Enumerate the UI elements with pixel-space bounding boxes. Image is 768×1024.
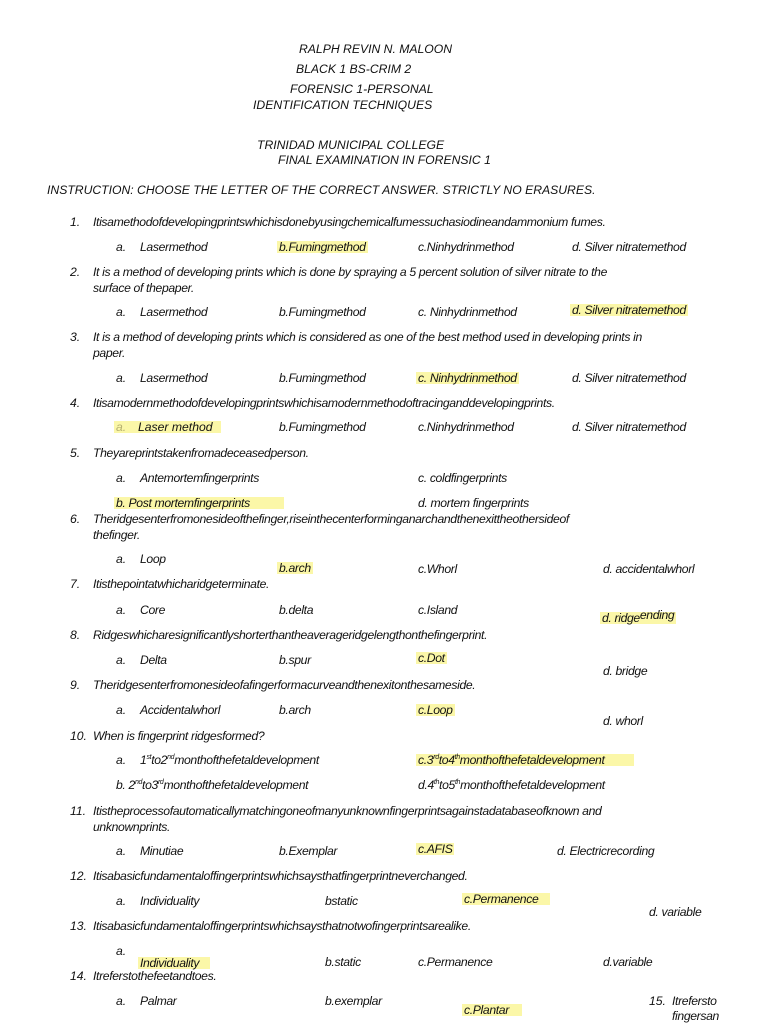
question-number: 4. [70,396,81,410]
ordinal-suffix: rd [433,754,439,761]
choice-c-answer: c. Ninhydrinmethod [418,371,517,385]
ordinal-suffix: th [433,779,440,786]
choice-c-part: c.3 [418,753,434,767]
choice-a: Lasermethod [140,371,208,385]
choice-c: c. coldfingerprints [418,471,507,485]
choice-b: b.arch [279,703,311,717]
choice-letter: a. [116,994,127,1008]
subject-line-1: FORENSIC 1-PERSONAL [290,82,434,96]
choice-b: b.spur [279,653,311,667]
choice-c: c.Whorl [418,562,457,576]
question-text: When is fingerprint ridgesformed? [93,729,265,743]
instruction: INSTRUCTION: CHOOSE THE LETTER OF THE CORRECT ANSWER. STRICTLY NO ERASURES. [47,183,596,197]
question-text: Itisamodernmethodofdevelopingprintswhichisamodernmethodoftracinganddevelopingprints. [93,396,555,410]
choice-letter: a. [116,603,127,617]
choice-a: Delta [140,653,167,667]
choice-c: c.Island [418,603,458,617]
choice-b: b.delta [279,603,314,617]
choice-a-answer: Individuality [138,957,210,969]
choice-d: d. whorl [603,714,643,728]
choice-d-answer: d. Silver nitratemethod [572,303,686,317]
question-text: It is a method of developing prints which is done by spraying a 5 percent solution of silver nitrate to the [93,265,608,279]
ordinal-suffix: th [454,779,461,786]
choice-c-answer: c.Plantar [462,1004,522,1016]
choice-d [418,779,605,791]
choice-letter: a. [116,240,127,254]
choice-a: Antemortemfingerprints [140,471,259,485]
question-text: Itreferstothefeetandtoes. [93,969,217,983]
choice-c-answer: c.AFIS [418,842,453,856]
choice-a: Lasermethod [140,240,208,254]
choice-d-main: d. ridge [602,611,640,625]
choice-c-answer: c.Loop [418,703,453,717]
choice-a: Core [140,603,166,617]
choice-d-raised: ending [639,608,675,622]
question-number: 9. [70,678,81,692]
question-number: 3. [70,330,81,344]
choice-a: Palmar [140,994,177,1008]
question-number: 5. [70,446,81,460]
ordinal-suffix: nd [134,779,143,786]
question-text: Itisthepointatwhicharidgeterminate. [93,577,270,591]
question-number: 6. [70,512,81,526]
choice-letter: a. [116,944,127,958]
choice-d-part: d.4 [418,778,434,792]
question-text: Theridgesenterfromonesideofthefinger,riseinthecenterforminganarchandthenexittheothersideof [93,512,569,526]
ordinal-suffix: rd [157,779,164,786]
choice-d: d. mortem fingerprints [418,496,529,510]
question-text: thefinger. [93,528,140,542]
choice-a-answer [114,421,221,433]
choice-a-part: monthofthefetaldevelopment [174,753,319,767]
question-text: Itisabasicfundamentaloffingerprintswhichsaysthatnotwofingerprintsarealike. [93,919,471,933]
choice-letter: a. [116,552,127,566]
ordinal-suffix: nd [167,754,175,761]
choice-c-answer [416,754,634,766]
choice-d-answer [600,608,676,625]
choice-a: Individuality [140,894,200,908]
choice-b: b.Exemplar [279,844,338,858]
choice-b-answer: b.Fumingmethod [279,240,366,254]
exam-title: FINAL EXAMINATION IN FORENSIC 1 [278,153,491,167]
question-text: paper. [93,346,126,360]
choice-b [116,779,308,791]
choice-c-answer: c.Permanence [462,893,550,905]
question-number: 14. [70,969,87,983]
ordinal-suffix: th [454,754,460,761]
choice-a-part: to2 [151,753,168,767]
choice-b-answer: b.arch [279,561,311,575]
choice-letter: a. [116,420,127,434]
question-number: 10. [70,729,87,743]
question-text: surface of thepaper. [93,281,194,295]
choice-d: d. bridge [603,664,648,678]
choice-c: c.Ninhydrinmethod [418,420,514,434]
choice-d: d. Electricrecording [557,844,655,858]
question-text: Itrefersto [672,994,717,1008]
question-number: 13. [70,919,87,933]
choice-c-part: to4 [438,753,455,767]
choice-c-answer: c.Dot [418,651,445,665]
student-name: RALPH REVIN N. MALOON [299,42,453,56]
ordinal-suffix: st [146,754,152,761]
choice-b: b.exemplar [325,994,382,1008]
choice-b-part: b. 2 [116,778,135,792]
choice-a-part: 1 [140,753,147,767]
choice-c: c. Ninhydrinmethod [418,305,517,319]
choice-letter: a. [116,471,127,485]
choice-d: d. Silver nitratemethod [572,240,686,254]
choice-letter: a. [116,844,127,858]
school-name: TRINIDAD MUNICIPAL COLLEGE [257,138,445,152]
question-number: 7. [70,577,81,591]
choice-letter: a. [116,305,127,319]
choice-letter: a. [116,371,127,385]
choice-d-part: monthofthefetaldevelopment [460,778,605,792]
choice-letter: a. [116,753,127,767]
choice-letter: a. [116,894,127,908]
question-text: Itisabasicfundamentaloffingerprintswhichsaysthatfingerprintneverchanged. [93,869,468,883]
choice-b: b.Fumingmethod [279,420,366,434]
question-text: Itisamethodofdevelopingprintswhichisdonebyusingchemicalfumessuchasiodineandammonium fumes. [93,215,606,229]
question-number: 1. [70,215,81,229]
question-number: 12. [70,869,87,883]
question-number: 2. [70,265,81,279]
choice-c: c.Permanence [418,955,493,969]
choice-b-part: to3 [142,778,158,792]
question-text: Ridgeswhicharesignificantlyshorterthantheaverageridgelengthonthefingerprint. [93,628,488,642]
choice-c-part: monthofthefetaldevelopment [459,753,605,767]
choice-c: c.Ninhydrinmethod [418,240,514,254]
choice-d: d.variable [603,955,653,969]
choice-d: d. Silver nitratemethod [572,371,686,385]
choice-d: d. variable [649,905,702,919]
question-text: It is a method of developing prints which is considered as one of the best method used in developing prints in [93,330,642,344]
choice-letter: a. [116,703,127,717]
question-text: Theyareprintstakenfromadeceasedperson. [93,446,309,460]
subject-line-2: IDENTIFICATION TECHNIQUES [253,98,433,112]
choice-b: b.Fumingmethod [279,371,366,385]
choice-letter: a. [116,653,127,667]
question-number: 8. [70,628,81,642]
choice-a [140,754,319,766]
choice-b-answer: b. Post mortemfingerprints [114,497,284,509]
choice-a: Accidentalwhorl [140,703,221,717]
choice-d: d. accidentalwhorl [603,562,695,576]
choice-b: b.Fumingmethod [279,305,366,319]
choice-a: Minutiae [140,844,184,858]
choice-a: Loop [140,552,166,566]
question-text: unknownprints. [93,820,171,834]
choice-a: Lasermethod [140,305,208,319]
choice-b: b.static [325,955,361,969]
question-text: fingersan [672,1009,719,1023]
question-number: 15. [649,994,666,1008]
question-text: Itistheprocessofautomaticallymatchingoneofmanyunknownfingerprintsagainstadatabaseofknown and [93,804,602,818]
choice-d: d. Silver nitratemethod [572,420,686,434]
choice-b: bstatic [325,894,358,908]
question-text: Theridgesenterfromonesideofafingerformacurveandthenexitonthesameside. [93,678,476,692]
choice-a-text: Laser method [138,420,213,434]
student-section: BLACK 1 BS-CRIM 2 [296,62,412,76]
choice-d-part: to5 [439,778,455,792]
choice-b-part: monthofthefetaldevelopment [163,778,309,792]
question-number: 11. [70,804,87,818]
